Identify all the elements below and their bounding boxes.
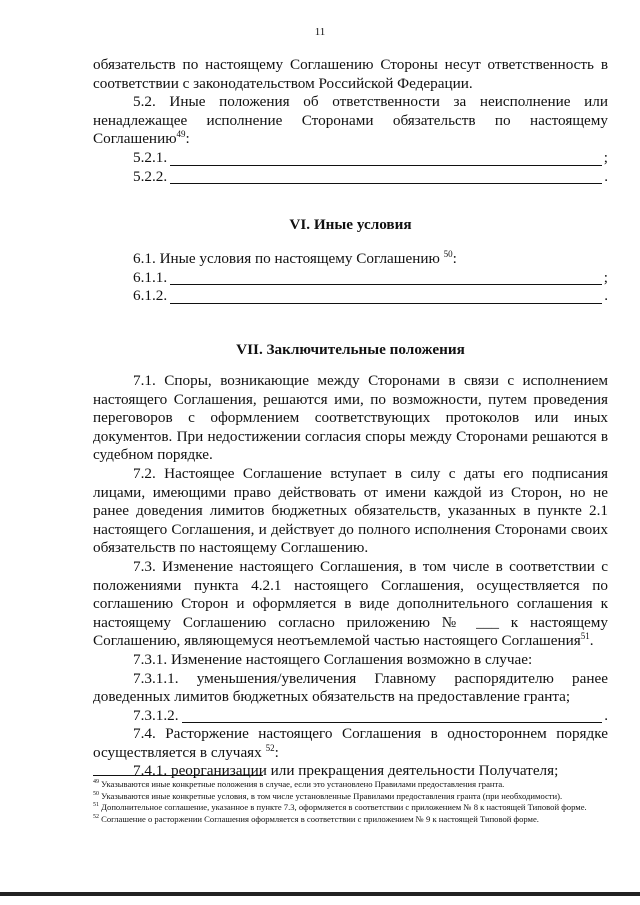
blank-line-5-2-1 [170, 151, 602, 166]
section-7 [93, 341, 608, 360]
footnote-50: $^{50}$ Указываются иные конкретные условия, в том числе установленные Правилами предоставления гранта (при необходимости). [93, 790, 563, 801]
blank-line-6-1-2 [170, 289, 602, 304]
footnote-51: $^{51}$ Дополнительное соглашение, указанное в пункте 7.3, оформляется в соответствии с приложением № 8 к настоящей Типовой форме. [93, 802, 587, 813]
section-6-heading: VI. Иные условия [289, 216, 412, 233]
paragraph-7-4: 7.4. Расторжение настоящего Соглашения в одностороннем порядке осуществляется в случаях $^{52}$: [93, 725, 608, 761]
fill-5-2-2: 5.2.2. . [133, 167, 608, 185]
section-5-continuation [93, 56, 608, 186]
item-label-6-1-2: 6.1.2. [133, 287, 168, 305]
footnote-ref-52: 52 [265, 742, 275, 753]
item-label-5-2-1: 5.2.1. [133, 148, 168, 166]
fill-5-2-1: 5.2.1. ; [133, 148, 608, 166]
footnote-49: $^{49}$ Указываются иные конкретные положения в случае, если это установлено Правилами предоставления гранта. [93, 779, 505, 789]
footnote-ref-50: 50 [443, 248, 453, 259]
item-label-7-3-1-2: 7.3.1.2. [133, 706, 179, 724]
paragraph-5-1-end: обязательств по настоящему Соглашению Стороны несут ответственность в соответствии с законодательством Российской Федерации. [93, 56, 608, 92]
item-label-5-2-2: 5.2.2. [133, 167, 168, 185]
footnote-52: $^{52}$ Соглашение о расторжении Соглашения оформляется в соответствии с приложением № 9 к настоящей Типовой форме. [93, 813, 539, 824]
section-6 [93, 216, 608, 235]
page-number: 11 [314, 26, 326, 38]
footnotes [93, 775, 608, 825]
paragraph-7-2: 7.2. Настоящее Соглашение вступает в силу с даты его подписания лицами, имеющими право действовать от имени каждой из Сторон, но не ранее доведения лимитов бюджетных обязательств, указанных в пункте 2.1 настоящего Соглашения, и действует до полного исполнения Сторонами своих обязательств по настоящему Соглашению. [93, 464, 608, 557]
footnote-ref-51: 51 [580, 631, 590, 642]
paragraph-7-3: 7.3. Изменение настоящего Соглашения, в том числе в соответствии с положениями пункта 4.2.1 настоящего Соглашения, осуществляется по соглашению Сторон и оформляется в виде дополнительного соглашения к настоящему Соглашению согласно приложению № ___ к настоящему Соглашению, являющемуся неотъемлемой частью настоящего Соглашения$^{51}$. [93, 557, 608, 650]
footnote-ref-49: 49 [176, 129, 186, 140]
paragraph-7-4-1: 7.4.1. реорганизации или прекращения деятельности Получателя; [133, 762, 559, 780]
paragraph-7-1: 7.1. Споры, возникающие между Сторонами в связи с исполнением настоящего Соглашения, решаются ими, по возможности, путем проведения переговоров с оформлением соответствующих протоколов или иных документов. При недостижении согласия споры между Сторонами решаются в судебном порядке. [93, 372, 608, 464]
paragraph-6-1: 6.1. Иные условия по настоящему Соглашению $^{50}$: [133, 248, 457, 267]
paragraph-5-2: 5.2. Иные положения об ответственности за неисполнение или ненадлежащее исполнение Сторонами обязательств по настоящему Соглашению$^{49}$: [93, 93, 608, 148]
item-label-6-1-1: 6.1.1. [133, 268, 168, 286]
paragraph-7-3-1: 7.3.1. Изменение настоящего Соглашения возможно в случае: [133, 650, 533, 668]
fill-7-3-1-2: 7.3.1.2. . [133, 706, 608, 724]
fill-6-1-2: 6.1.2. . [133, 287, 608, 305]
blank-line-5-2-2 [170, 169, 602, 184]
fill-6-1-1: 6.1.1. ; [133, 268, 608, 286]
section-6-body [93, 250, 608, 306]
scan-bottom-edge [0, 892, 640, 896]
footnote-separator [93, 775, 263, 776]
section-7-body [93, 372, 608, 781]
blank-line-6-1-1 [170, 270, 602, 285]
paragraph-7-3-1-1: 7.3.1.1. уменьшения/увеличения Главному распорядителю ранее доведенных лимитов бюджетных обязательств на предоставление гранта; [93, 669, 608, 706]
blank-line-7-3-1-2 [182, 708, 603, 723]
section-7-heading: VII. Заключительные положения [236, 341, 465, 358]
